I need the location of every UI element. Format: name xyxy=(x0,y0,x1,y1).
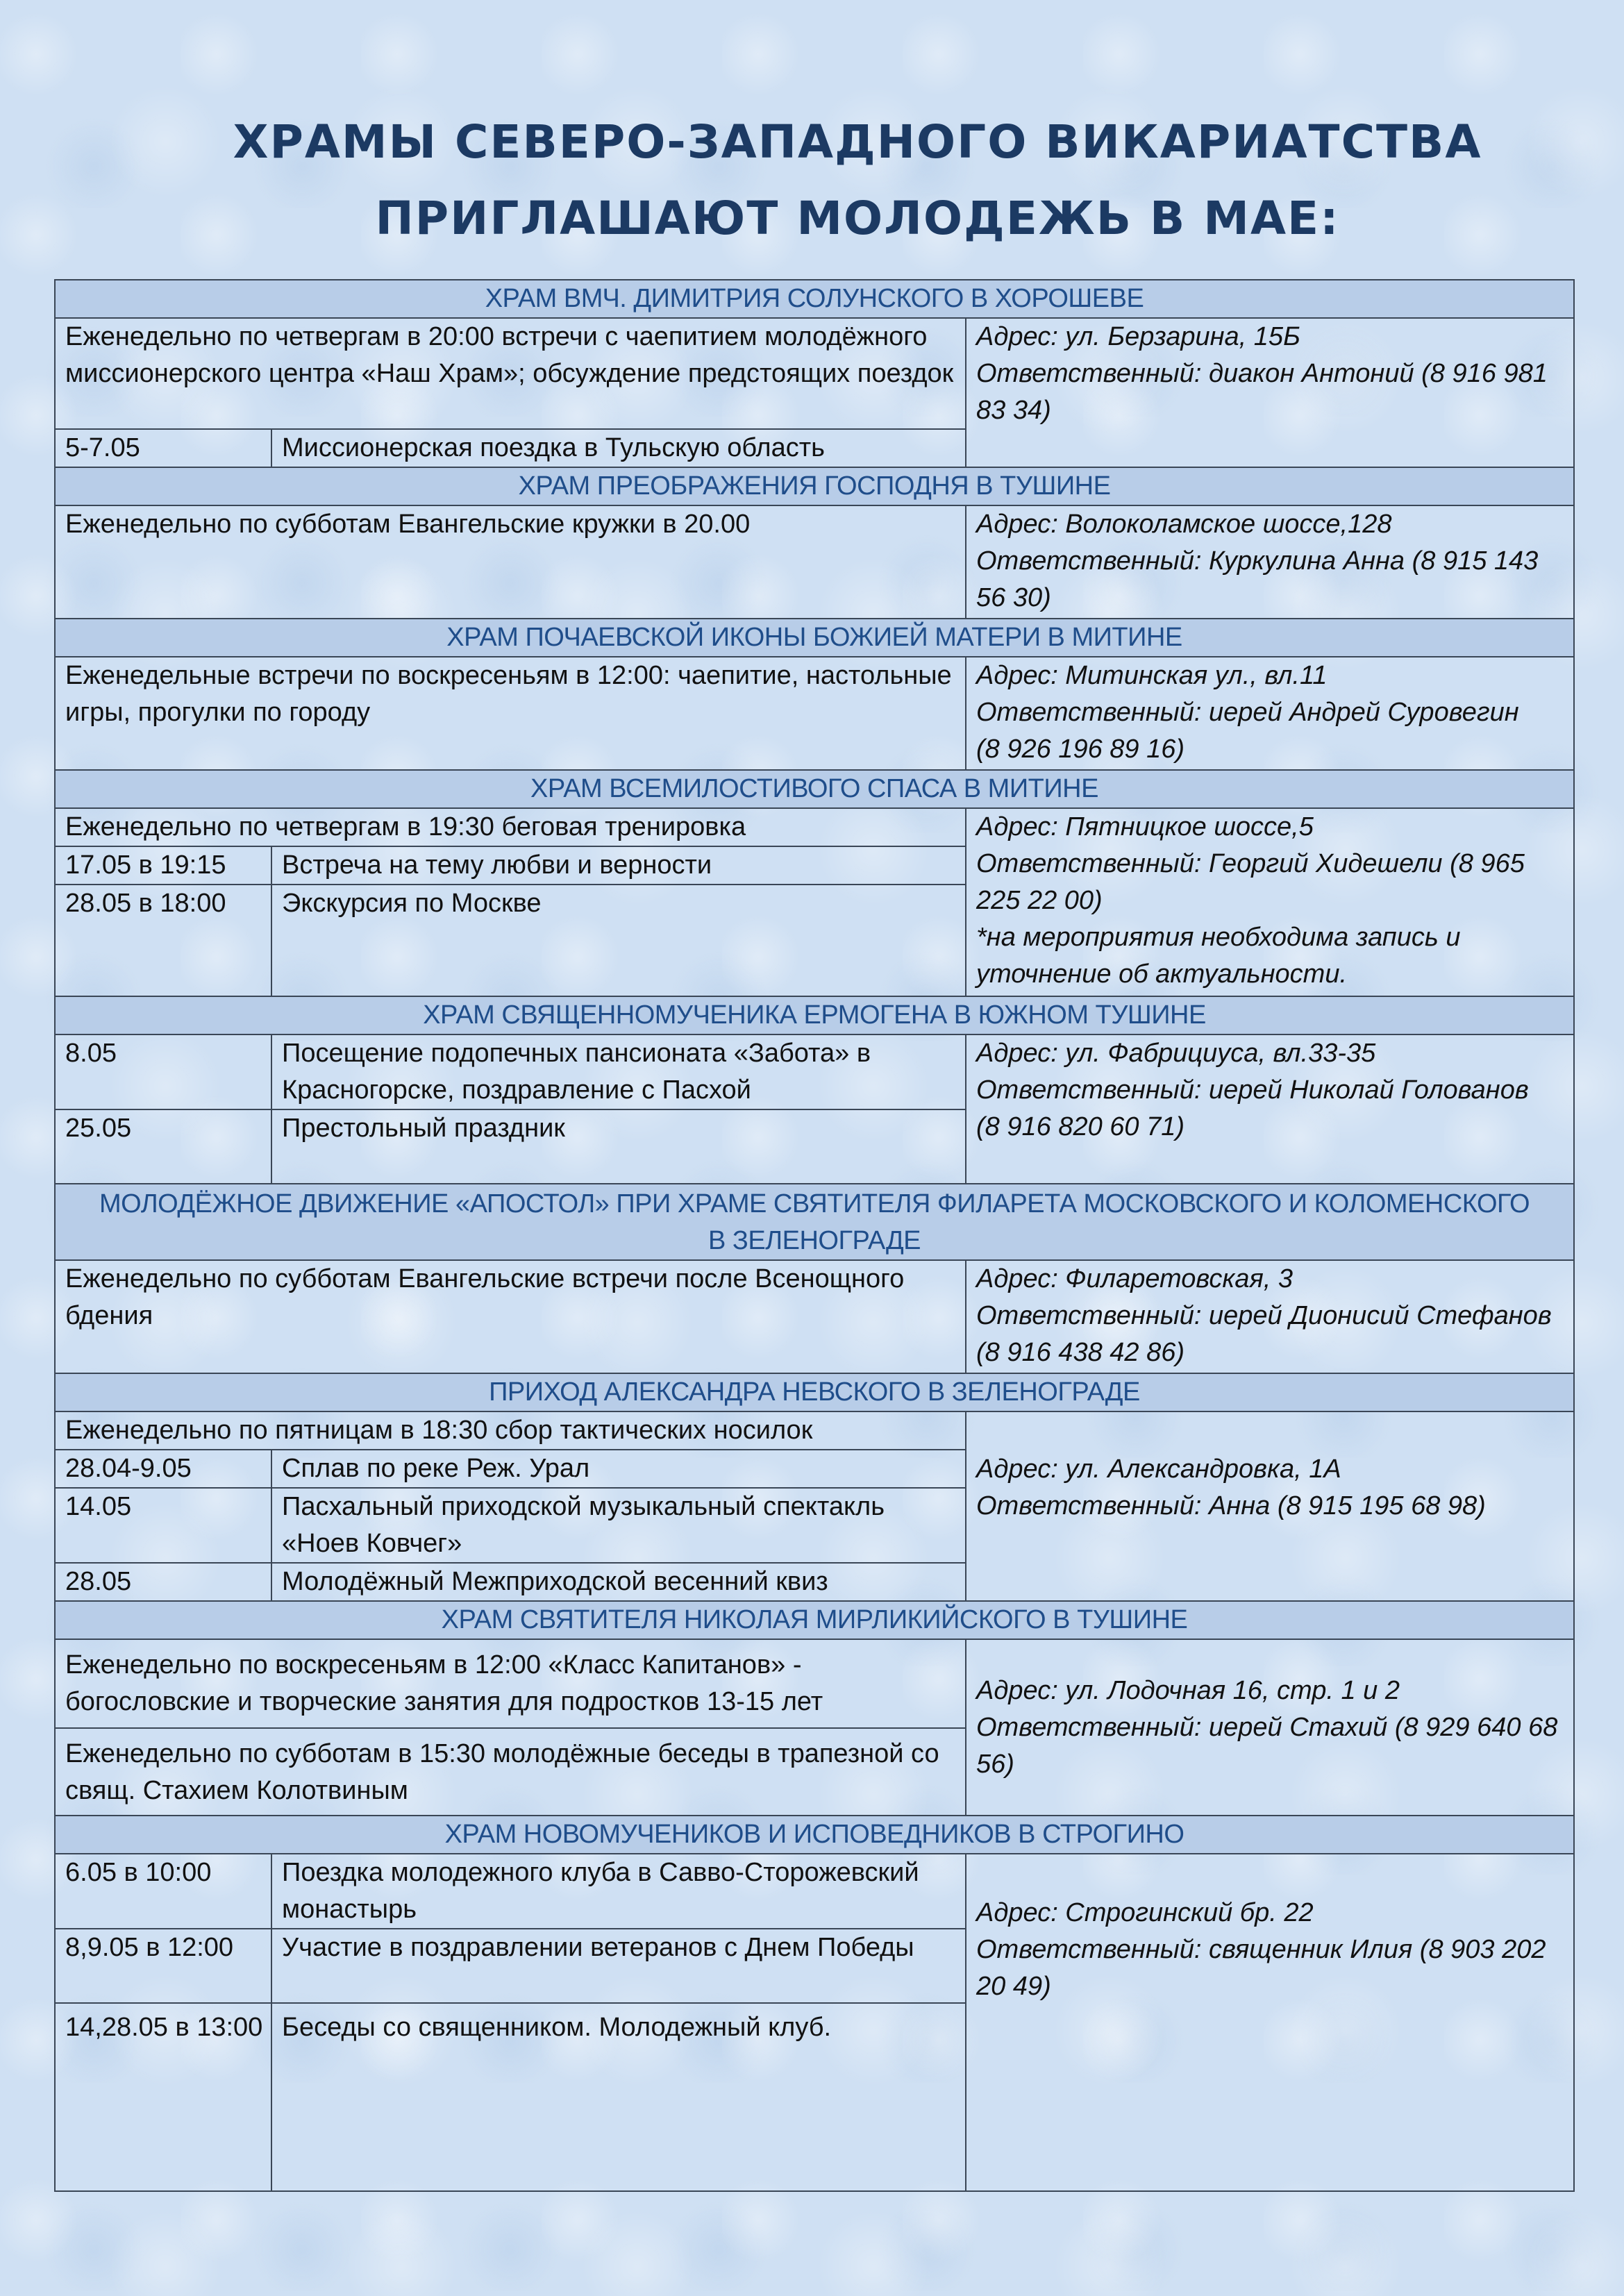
event-date: 5-7.05 xyxy=(55,429,271,467)
address: Адрес: Волоколамское шоссе,128 xyxy=(976,510,1392,539)
address: Адрес: Пятницкое шоссе,5 xyxy=(976,812,1314,841)
weekly-event: Еженедельно по воскресеньям в 12:00 «Класс Капитанов» - богословские и творческие занятия для подростков 13-15 лет xyxy=(55,1639,966,1728)
responsible: Ответственный: Анна (8 915 195 68 98) xyxy=(976,1491,1486,1520)
church-name-line-1: МОЛОДЁЖНОЕ ДВИЖЕНИЕ «АПОСТОЛ» ПРИ ХРАМЕ СВЯТИТЕЛЯ ФИЛАРЕТА МОСКОВСКОГО И КОЛОМЕНСКОГО xyxy=(99,1189,1530,1218)
contact-info xyxy=(966,1411,1574,1601)
contact-info xyxy=(966,318,1574,467)
event-date: 28.04-9.05 xyxy=(55,1450,271,1488)
phone: (8 926 196 89 16) xyxy=(976,735,1185,764)
church-header-row xyxy=(55,467,1574,505)
page-title xyxy=(0,104,1624,257)
church-header-row xyxy=(55,1816,1574,1854)
church-name: ХРАМ НОВОМУЧЕНИКОВ И ИСПОВЕДНИКОВ В СТРОГИНО xyxy=(55,1816,1574,1854)
event-text: Поездка молодежного клуба в Савво-Сторожевский монастырь xyxy=(271,1854,966,1929)
event-text: Пасхальный приходской музыкальный спектакль «Ноев Ковчег» xyxy=(271,1488,966,1563)
responsible: Ответственный: иерей Дионисий Стефанов xyxy=(976,1301,1552,1330)
responsible: Ответственный: иерей Стахий (8 929 640 68 56) xyxy=(976,1712,1558,1779)
weekly-event: Еженедельно по субботам в 15:30 молодёжные беседы в трапезной со свящ. Стахием Колотвиным xyxy=(55,1728,966,1816)
church-name: ХРАМ ВМЧ. ДИМИТРИЯ СОЛУНСКОГО В ХОРОШЕВЕ xyxy=(55,280,1574,318)
event-date: 8.05 xyxy=(55,1034,271,1109)
church-name: ПРИХОД АЛЕКСАНДРА НЕВСКОГО В ЗЕЛЕНОГРАДЕ xyxy=(55,1373,1574,1411)
table-row xyxy=(55,1854,1574,1929)
event-date: 28.05 в 18:00 xyxy=(55,885,271,996)
address: Адрес: ул. Фабрициуса, вл.33-35 xyxy=(976,1039,1376,1068)
responsible: Ответственный: иерей Андрей Суровегин xyxy=(976,698,1519,727)
event-text: Миссионерская поездка в Тульскую область xyxy=(271,429,966,467)
responsible: Ответственный: иерей Николай Голованов xyxy=(976,1075,1529,1105)
church-name: ХРАМ ПОЧАЕВСКОЙ ИКОНЫ БОЖИЕЙ МАТЕРИ В МИТИНЕ xyxy=(55,619,1574,657)
responsible: Ответственный: Куркулина Анна (8 915 143 56 30) xyxy=(976,546,1539,612)
church-header-row xyxy=(55,1373,1574,1411)
address: Адрес: ул. Лодочная 16, стр. 1 и 2 xyxy=(976,1675,1400,1705)
contact-info xyxy=(966,657,1574,770)
church-name: ХРАМ ВСЕМИЛОСТИВОГО СПАСА В МИТИНЕ xyxy=(55,770,1574,808)
schedule-table xyxy=(54,279,1575,2192)
address: Адрес: ул. Берзарина, 15Б xyxy=(976,322,1300,351)
event-text: Участие в поздравлении ветеранов с Днем Победы xyxy=(271,1929,966,2003)
responsible: Ответственный: священник Илия (8 903 202 20 49) xyxy=(976,1935,1546,2001)
church-header-row xyxy=(55,996,1574,1034)
contact-info xyxy=(966,1034,1574,1184)
church-name xyxy=(55,1184,1574,1260)
phone: (8 916 438 42 86) xyxy=(976,1338,1185,1367)
address: Адрес: ул. Александровка, 1А xyxy=(976,1455,1341,1484)
church-name: ХРАМ СВЯТИТЕЛЯ НИКОЛАЯ МИРЛИКИЙСКОГО В ТУШИНЕ xyxy=(55,1601,1574,1639)
weekly-event: Еженедельно по субботам Евангельские встречи после Всенощного бдения xyxy=(55,1260,966,1373)
event-text: Беседы со священником. Молодежный клуб. xyxy=(271,2003,966,2191)
weekly-event: Еженедельно по четвергам в 20:00 встречи с чаепитием молодёжного миссионерского центра «Наш Храм»; обсуждение предстоящих поездок xyxy=(55,318,966,429)
event-date: 8,9.05 в 12:00 xyxy=(55,1929,271,2003)
church-header-row xyxy=(55,619,1574,657)
address: Адрес: Строгинский бр. 22 xyxy=(976,1898,1314,1927)
table-row xyxy=(55,1034,1574,1109)
contact-info xyxy=(966,808,1574,996)
table-row xyxy=(55,1411,1574,1450)
church-header-row xyxy=(55,1184,1574,1260)
event-text: Молодёжный Межприходской весенний квиз xyxy=(271,1563,966,1601)
event-date: 17.05 в 19:15 xyxy=(55,846,271,885)
address: Адрес: Митинская ул., вл.11 xyxy=(976,661,1328,690)
event-text: Экскурсия по Москве xyxy=(271,885,966,996)
event-date: 6.05 в 10:00 xyxy=(55,1854,271,1929)
church-header-row xyxy=(55,280,1574,318)
contact-info xyxy=(966,505,1574,619)
weekly-event: Еженедельные встречи по воскресеньям в 12:00: чаепитие, настольные игры, прогулки по городу xyxy=(55,657,966,770)
responsible: Ответственный: Георгий Хидешели (8 965 225 22 00) xyxy=(976,849,1525,915)
event-date: 28.05 xyxy=(55,1563,271,1601)
weekly-event: Еженедельно по субботам Евангельские кружки в 20.00 xyxy=(55,505,966,619)
church-header-row xyxy=(55,1601,1574,1639)
address: Адрес: Филаретовская, 3 xyxy=(976,1264,1294,1293)
table-row xyxy=(55,505,1574,619)
contact-info xyxy=(966,1854,1574,2191)
contact-info xyxy=(966,1639,1574,1816)
table-row xyxy=(55,657,1574,770)
event-text: Встреча на тему любви и верности xyxy=(271,846,966,885)
event-date: 14,28.05 в 13:00 xyxy=(55,2003,271,2191)
table-row xyxy=(55,318,1574,429)
weekly-event: Еженедельно по четвергам в 19:30 беговая тренировка xyxy=(55,808,966,846)
church-name: ХРАМ СВЯЩЕННОМУЧЕНИКА ЕРМОГЕНА В ЮЖНОМ ТУШИНЕ xyxy=(55,996,1574,1034)
church-name: ХРАМ ПРЕОБРАЖЕНИЯ ГОСПОДНЯ В ТУШИНЕ xyxy=(55,467,1574,505)
table-row xyxy=(55,808,1574,846)
responsible: Ответственный: диакон Антоний (8 916 981 83 34) xyxy=(976,359,1548,425)
contact-info xyxy=(966,1260,1574,1373)
table-row xyxy=(55,1639,1574,1728)
event-date: 14.05 xyxy=(55,1488,271,1563)
title-line-1: ХРАМЫ СЕВЕРО-ЗАПАДНОГО ВИКАРИАТСТВА xyxy=(233,115,1482,169)
phone: (8 916 820 60 71) xyxy=(976,1112,1185,1141)
event-date: 25.05 xyxy=(55,1109,271,1184)
church-name-line-2: В ЗЕЛЕНОГРАДЕ xyxy=(708,1226,921,1255)
table-row xyxy=(55,1260,1574,1373)
note: *на мероприятия необходима запись и уточнение об актуальности. xyxy=(976,923,1461,989)
event-text: Посещение подопечных пансионата «Забота» в Красногорске, поздравление с Пасхой xyxy=(271,1034,966,1109)
church-header-row xyxy=(55,770,1574,808)
event-text: Сплав по реке Реж. Урал xyxy=(271,1450,966,1488)
event-text: Престольный праздник xyxy=(271,1109,966,1184)
weekly-event: Еженедельно по пятницам в 18:30 сбор тактических носилок xyxy=(55,1411,966,1450)
title-line-2: ПРИГЛАШАЮТ МОЛОДЕЖЬ В МАЕ: xyxy=(375,192,1340,245)
